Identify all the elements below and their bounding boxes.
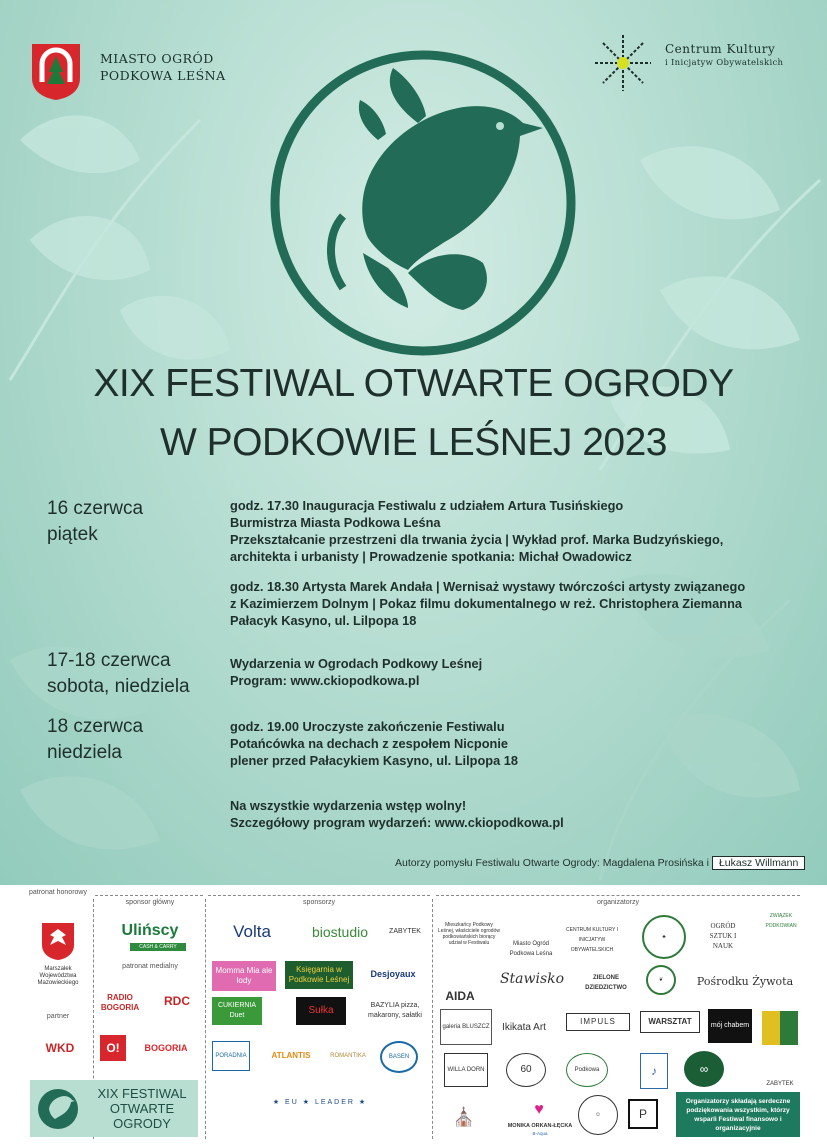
hand-icon: ♪ (640, 1053, 668, 1089)
mieszkancy-note: Mieszkańcy Podkowy Leśnej, właściciele ogrodów podkowiańskich biorący udział w Festiwalu (438, 922, 500, 946)
town-coat-of-arms-icon (30, 42, 82, 102)
cukiernia-duet-logo: CUKIERNIA Duet (212, 997, 262, 1025)
eu-funding-note (212, 1113, 426, 1139)
town-name-line2: PODKOWA LEŚNA (100, 68, 226, 83)
program-date-2 (47, 648, 190, 700)
stained-glass-logo (762, 1011, 798, 1045)
sponsor-glowny-label: sponsor główny (125, 899, 175, 906)
podkowa-logo: Podkowa (566, 1053, 608, 1087)
galeria-bluszcz-logo: galeria BLUSZCZ (440, 1009, 492, 1045)
church-icon: ⛪ (452, 1107, 476, 1127)
zabytek-logo-2: ZABYTEK (766, 1081, 794, 1087)
date-line2: niedziela (47, 742, 122, 763)
program-event (230, 578, 745, 629)
festival-title-line2: W PODKOWIE LEŚNEJ 2023 (160, 421, 667, 464)
sponsors-strip (0, 885, 827, 1145)
patronat-medialny-label: patronat medialny (122, 963, 178, 970)
event-line: architekta i urbanisty | Prowadzenie spotkania: Michał Owadowicz (230, 549, 632, 564)
stawisko-logo: Stawisko (499, 971, 565, 987)
program-event (230, 718, 518, 769)
chabem-logo: mój chabem (708, 1009, 752, 1043)
sulka-logo: Sułka (296, 997, 346, 1025)
patronat-honorowy-label: patronat honorowy (29, 889, 87, 896)
event-line: Potańcówka na dechach z zespołem Nicponie (230, 736, 509, 751)
radio-bogoria-logo: RADIO BOGORIA (100, 993, 140, 1012)
program-event (230, 655, 482, 689)
round-60-logo: 60 (506, 1053, 546, 1087)
festival-badge (30, 1080, 198, 1137)
event-line: godz. 18.30 Artysta Marek Andała | Wernisaż wystawy twórczości artysty związanego (230, 579, 746, 594)
program-event (230, 497, 723, 565)
organizatorzy-label: organizatorzy (596, 899, 640, 906)
zwiazek-podkowian-logo: ZWIĄZEK PODKOWIAN (765, 913, 797, 929)
free-entry-line2: Szczegółowy program wydarzeń: www.ckiopodkowa.pl (230, 815, 564, 830)
ulinscy-subtitle: CASH & CARRY (130, 943, 186, 951)
atlantis-logo: ATLANTIS (271, 1051, 311, 1060)
o-logo: O! (100, 1035, 126, 1061)
bazylia-logo: BAZYLIA pizza, makarony, sałatki (368, 1002, 422, 1019)
date-line1: 16 czerwca (47, 498, 144, 519)
event-line: godz. 17.30 Inauguracja Festiwalu z udziałem Artura Tusińskiego (230, 498, 624, 513)
event-line: Przekształcanie przestrzeni dla trwania życia | Wykład prof. Marka Budzyńskiego, (230, 532, 724, 547)
free-entry-line1: Na wszystkie wydarzenia wstęp wolny! (230, 798, 467, 813)
organizers-thanks-box: Organizatorzy składają serdeczne podziękowania wszystkim, którzy wsparli Festiwal finansowo i organizacyjnie (676, 1092, 800, 1137)
round-portrait-logo: ☺ (578, 1095, 618, 1135)
eu-logos-icon: ★ EU ★ LEADER ★ (272, 1099, 368, 1106)
event-line: Wydarzenia w Ogrodach Podkowy Leśnej (230, 656, 483, 671)
credits-text: Autorzy pomysłu Festiwalu Otwarte Ogrody: Magdalena Prosińska i (395, 857, 709, 869)
date-line1: 17-18 czerwca (47, 650, 171, 671)
event-line: Burmistrza Miasta Podkowa Leśna (230, 515, 441, 530)
monika-heart-icon: ♥ (534, 1101, 544, 1118)
ogrod-sztuk-logo: OGRÓD SZTUK I NAUK (709, 922, 737, 950)
festival-title-line1: XIX FESTIWAL OTWARTE OGRODY (93, 362, 734, 405)
zabytek-logo: ZABYTEK (389, 928, 421, 935)
leaf-decoration-icon (0, 80, 260, 400)
miasto-ogrod-logo: Miasto Ogród Podkowa Leśna (509, 941, 553, 957)
zielone-dziedzictwo-logo: ZIELONE DZIEDZICTWO (585, 975, 627, 991)
centrum-kultury-name (665, 42, 783, 68)
ck-small-logo: CENTRUM KULTURY I INICJATYW OBYWATELSKICH (566, 927, 618, 953)
festival-badge-line1: XIX FESTIWAL (97, 1086, 187, 1101)
festival-badge-emblem-icon (36, 1087, 80, 1131)
festival-badge-line3: OGRODY (113, 1116, 171, 1131)
willa-dorn-logo: WILLA DORN (444, 1053, 488, 1087)
bogoria-logo: BOGORIA (144, 1043, 188, 1053)
aida-logo: AIDA (445, 989, 475, 1001)
basen-logo: BASEN (380, 1041, 418, 1073)
festival-credits (395, 857, 805, 869)
impuls-logo: IMPULS (566, 1013, 630, 1031)
poradnia-logo: PORADNIA (212, 1041, 250, 1071)
sponsorzy-label: sponsorzy (303, 899, 335, 906)
volta-logo: Volta (233, 922, 271, 941)
ulinscy-logo: Ulińscy (121, 922, 179, 939)
warsztat-logo: WARSZTAT (640, 1011, 700, 1033)
momma-mia-logo: Momma Mia ale lody (212, 961, 276, 991)
biostudio-logo: biostudio (311, 924, 369, 940)
town-name-line1: MIASTO OGRÓD (100, 51, 214, 66)
tree-circle-logo: ♣ (642, 915, 686, 959)
monika-sub-logo: B-Aqua (532, 1131, 548, 1136)
ck-name-line2: i Inicjatyw Obywatelskich (665, 58, 784, 68)
event-line: Pałacyk Kasyno, ul. Lilpopa 18 (230, 613, 417, 628)
ikikata-logo: Ikikata Art (502, 1022, 546, 1033)
desjoyaux-logo: Desjoyaux (370, 969, 416, 979)
program-date-1 (47, 496, 143, 548)
round-stamp-logo: ❦ (646, 965, 676, 995)
rdc-logo: RDC (164, 994, 190, 1008)
centrum-kultury-star-icon (593, 33, 653, 93)
qr-logo: P (628, 1099, 658, 1129)
program-date-3 (47, 714, 143, 766)
credits-boxed-name: Łukasz Willmann (712, 856, 805, 870)
date-line1: 18 czerwca (47, 716, 144, 737)
swirl-logo: ∞ (684, 1051, 724, 1087)
festival-badge-line2: OTWARTE (109, 1101, 175, 1116)
monika-logo: MONIKA ORKAN-ŁĘCKA (507, 1123, 573, 1129)
date-line2: sobota, niedziela (47, 676, 190, 697)
partner-label: partner (46, 1013, 70, 1020)
marszalek-eagle-icon (40, 921, 76, 961)
wkd-logo: WKD (45, 1041, 75, 1055)
free-entry-note (230, 797, 564, 831)
event-line: Program: www.ckiopodkowa.pl (230, 673, 420, 688)
marszalek-label: Marszałek Województwa Mazowieckiego (37, 965, 79, 986)
posrodku-zywota-logo: Pośrodku Żywota (696, 975, 794, 988)
festival-bird-emblem-icon (268, 48, 578, 358)
romantika-logo: ROMANTIKA (330, 1053, 366, 1059)
event-line: plener przed Pałacykiem Kasyno, ul. Lilpopa 18 (230, 753, 519, 768)
event-line: z Kazimierzem Dolnym | Pokaz filmu dokumentalnego w reż. Christophera Ziemanna (230, 596, 743, 611)
event-line: godz. 19.00 Uroczyste zakończenie Festiwalu (230, 719, 505, 734)
town-name (100, 50, 226, 84)
ck-name-line1: Centrum Kultury (665, 42, 776, 56)
ksiegarnia-logo: Księgarnia w Podkowie Leśnej (285, 961, 353, 989)
date-line2: piątek (47, 524, 98, 545)
